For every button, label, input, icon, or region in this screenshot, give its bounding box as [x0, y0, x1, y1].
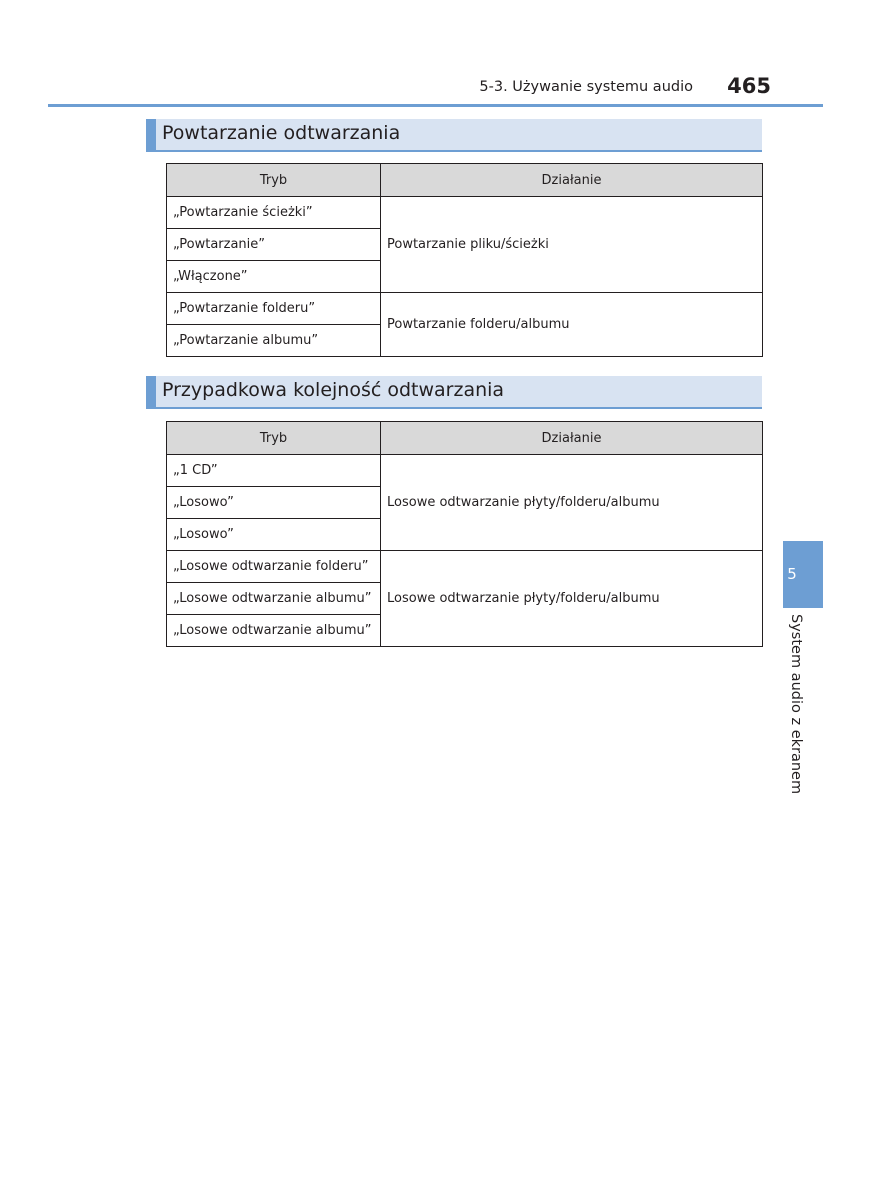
column-header-action: Działanie: [381, 422, 763, 455]
table-header-row: [167, 422, 763, 455]
heading-accent-bar: [146, 119, 156, 150]
random-modes-table: [166, 421, 763, 647]
table-header-row: [167, 164, 763, 197]
action-cell: Powtarzanie pliku/ścieżki: [381, 197, 763, 293]
table-row: [167, 455, 763, 487]
mode-cell: „Włączone”: [167, 261, 381, 293]
section-title: Przypadkowa kolejność odtwarzania: [162, 379, 505, 401]
mode-cell: „Losowe odtwarzanie folderu”: [167, 551, 381, 583]
table-row: [167, 197, 763, 229]
mode-cell: „Powtarzanie ścieżki”: [167, 197, 381, 229]
mode-cell: „Losowe odtwarzanie albumu”: [167, 583, 381, 615]
mode-cell: „Losowo”: [167, 487, 381, 519]
mode-cell: „Powtarzanie”: [167, 229, 381, 261]
mode-cell: „Losowo”: [167, 519, 381, 551]
chapter-title: 5-3. Używanie systemu audio: [479, 79, 693, 95]
column-header-action: Działanie: [381, 164, 763, 197]
action-cell: Powtarzanie folderu/albumu: [381, 293, 763, 357]
section-title: Powtarzanie odtwarzania: [162, 122, 401, 144]
section-heading-repeat: [146, 119, 762, 152]
table-row: [167, 551, 763, 583]
action-cell: Losowe odtwarzanie płyty/folderu/albumu: [381, 551, 763, 647]
chapter-side-label: System audio z ekranem: [788, 614, 804, 795]
section-heading-random: [146, 376, 762, 409]
mode-cell: „Losowe odtwarzanie albumu”: [167, 615, 381, 647]
repeat-modes-table: [166, 163, 763, 357]
page-number: 465: [727, 74, 771, 98]
mode-cell: „Powtarzanie folderu”: [167, 293, 381, 325]
action-cell: Losowe odtwarzanie płyty/folderu/albumu: [381, 455, 763, 551]
column-header-mode: Tryb: [167, 422, 381, 455]
table-row: [167, 293, 763, 325]
chapter-number: 5: [787, 565, 797, 583]
mode-cell: „1 CD”: [167, 455, 381, 487]
heading-accent-bar: [146, 376, 156, 407]
mode-cell: „Powtarzanie albumu”: [167, 325, 381, 357]
chapter-tab: [783, 541, 823, 608]
column-header-mode: Tryb: [167, 164, 381, 197]
running-header: [48, 74, 823, 107]
